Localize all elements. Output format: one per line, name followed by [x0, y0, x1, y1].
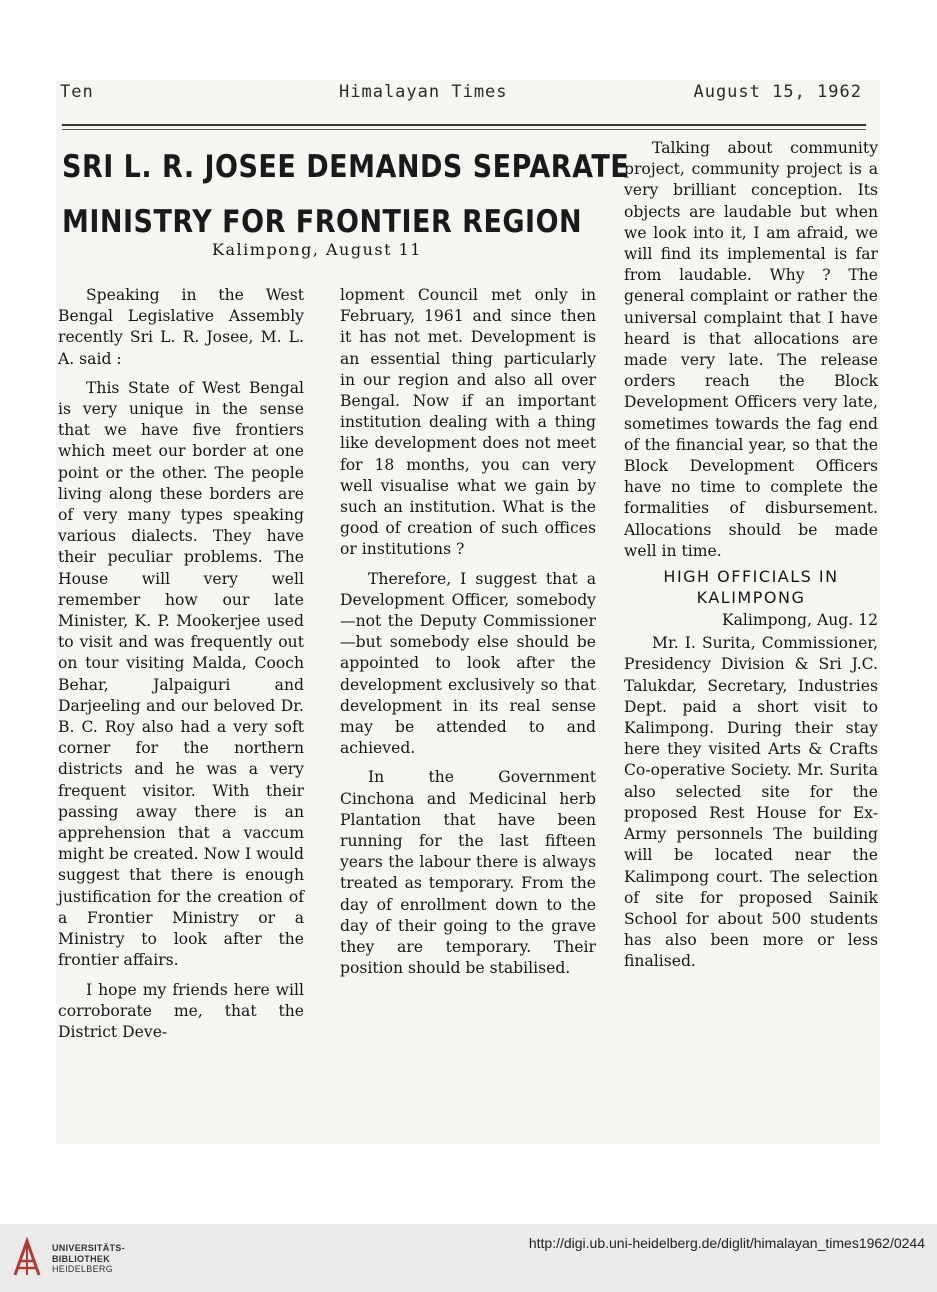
second-article-body: Mr. I. Surita, Commissioner, Presidency Division & Sri J.C. Talukdar, Secretary, Industries Dept. paid a short visit to Kalimpong. During their stay here they visited Arts & Crafts Co-operative Society. Mr. Surita also selected site for the proposed Rest House for Ex-Army personnels The building will be located near the Kalimpong court. The selection of site for proposed Sainik School for about 500 students has also been more or less finalised. [624, 634, 878, 971]
issue-date: August 15, 1962 [693, 82, 862, 102]
article-dateline: Kalimpong, August 11 [212, 240, 422, 259]
page-label: Ten [60, 82, 94, 102]
second-headline-line-2: KALIMPONG [696, 588, 806, 608]
paragraph: Therefore, I suggest that a Development Officer, somebody—not the Deputy Commissioner—but somebody else should be appointed to look after the development exclusively so that development in its real sense may be attended to and achieved. [340, 569, 596, 758]
article-column-3 [624, 138, 878, 973]
article-column-1 [58, 285, 304, 1043]
permalink[interactable]: http://digi.ub.uni-heidelberg.de/diglit/himalayan_times1962/0244 [528, 1235, 925, 1251]
paragraph: Talking about community project, community project is a very brilliant conception. Its objects are laudable but when we look into it, I am afraid, we will find its implemental is far from laudable. Why ? The general complaint or rather the universal complaint that I have heard is that allocations are made very late. The release orders reach the Block Development Officers very late, sometimes towards the fag end of the financial year, so that the Block Development Officers have no time to complete the formalities of disbursement. Allocations should be made well in time. [624, 139, 878, 560]
article-column-2 [340, 285, 596, 980]
paragraph: I hope my friends here will corroborate me, that the District Deve- [58, 980, 304, 1041]
paragraph: lopment Council met only in February, 1961 and since then it has not met. Development is an essential thing particularly in our region and also all over Bengal. Now if an important institution dealing with a thing like development does not meet for 18 months, you can very well visualise what we gain by such an institution. What is the good of creation of such offices or institutions ? [340, 286, 596, 559]
paragraph: This State of West Bengal is very unique in the sense that we have five frontiers which meet our border at one point or the other. The people living along these borders are of very many types speaking various dialects. They have their peculiar problems. The House will very well remember how our late Minister, K. P. Mookerjee used to visit and was frequently out on tour visiting Malda, Cooch Behar, Jalpaiguri and Darjeeling and our beloved Dr. B. C. Roy also had a very soft corner for the northern districts and he was a very frequent visitor. With their passing away there is an apprehension that a vaccum might be created. Now I would suggest that there is enough justification for the creation of a Frontier Ministry or a Ministry to look after the frontier affairs. [58, 378, 304, 970]
headline-line-2: MINISTRY FOR FRONTIER REGION [62, 204, 583, 241]
headline-line-1: SRI L. R. JOSEE DEMANDS SEPARATE [62, 149, 630, 185]
article-headline [62, 140, 630, 250]
viewer-footer [0, 1224, 937, 1292]
header-rule-thin [62, 129, 866, 130]
header-rule [62, 124, 866, 126]
second-article-headline [624, 566, 878, 608]
library-name: UNIVERSITÄTS- BIBLIOTHEK HEIDELBERG [52, 1243, 125, 1274]
paragraph: Speaking in the West Bengal Legislative Assembly recently Sri L. R. Josee, M. L. A. said : [58, 286, 304, 368]
second-headline-line-1: HIGH OFFICIALS IN [663, 567, 839, 587]
publication-title: Himalayan Times [339, 82, 508, 102]
paragraph: In the Government Cinchona and Medicinal herb Plantation that have been running for the last fifteen years the labour there is always treated as temporary. From the day of enrollment down to the day of their going to the grave they are temporary. Their position should be stabilised. [340, 768, 596, 978]
library-logo-icon[interactable] [12, 1236, 42, 1278]
second-article-dateline: Kalimpong, Aug. 12 [721, 611, 878, 630]
newspaper-page [56, 80, 880, 1144]
